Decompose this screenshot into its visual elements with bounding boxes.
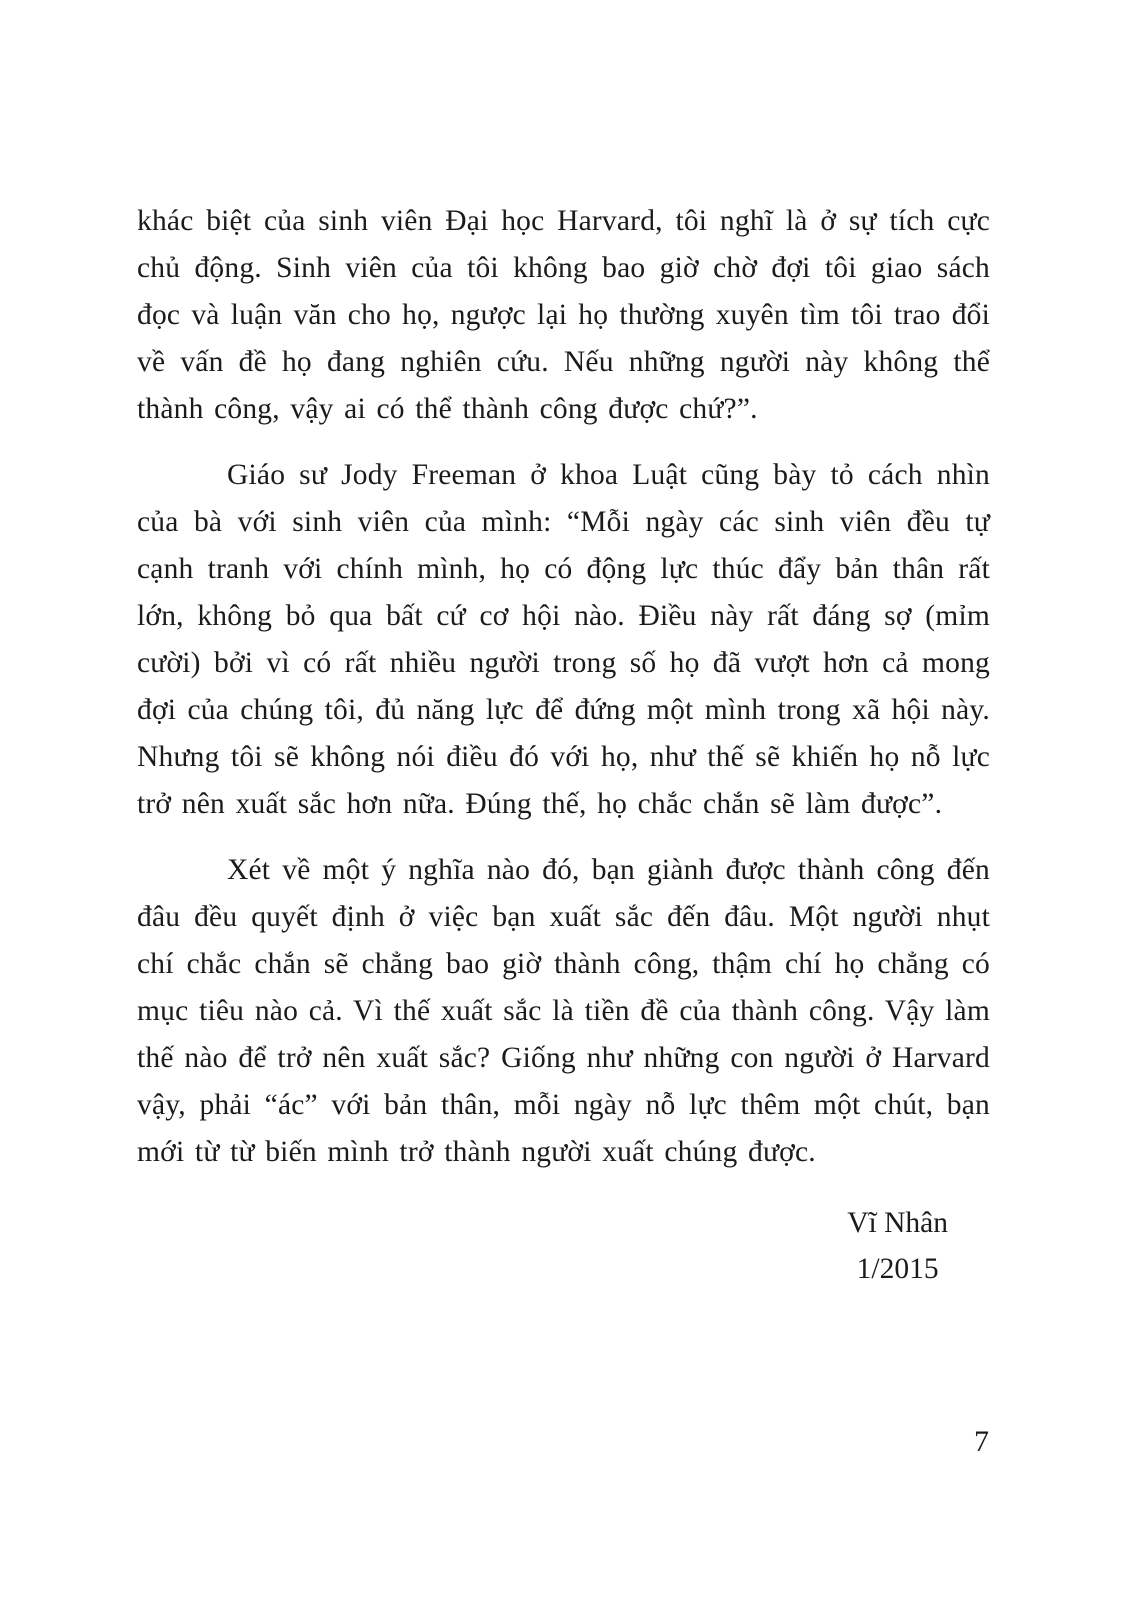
paragraph-continuation: khác biệt của sinh viên Đại học Harvard, tôi nghĩ là ở sự tích cực chủ động. Sinh viên của tôi không bao giờ chờ đợi tôi giao sách đọc và luận văn cho họ, ngược lại họ thường xuyên tìm tôi trao đổi về vấn đề họ đang nghiên cứu. Nếu những người này không thể thành công, vậy ai có thể thành công được chứ?”.	[137, 205, 990, 425]
author-name: Vĩ Nhân	[847, 1207, 948, 1239]
paragraph-jody-freeman: Giáo sư Jody Freeman ở khoa Luật cũng bày tỏ cách nhìn của bà với sinh viên của mình: “Mỗi ngày các sinh viên đều tự cạnh tranh với chính mình, họ có động lực thúc đẩy bản thân rất lớn, không bỏ qua bất cứ cơ hội nào. Điều này rất đáng sợ (mỉm cười) bởi vì có rất nhiều người trong số họ đã vượt hơn cả mong đợi của chúng tôi, đủ năng lực để đứng một mình trong xã hội này. Nhưng tôi sẽ không nói điều đó với họ, như thế sẽ khiến họ nỗ lực trở nên xuất sắc hơn nữa. Đúng thế, họ chắc chắn sẽ làm được”.	[137, 459, 990, 820]
paragraph-conclusion: Xét về một ý nghĩa nào đó, bạn giành được thành công đến đâu đều quyết định ở việc bạn xuất sắc đến đâu. Một người nhụt chí chắc chắn sẽ chẳng bao giờ thành công, thậm chí họ chẳng có mục tiêu nào cả. Vì thế xuất sắc là tiền đề của thành công. Vậy làm thế nào để trở nên xuất sắc? Giống như những con người ở Harvard vậy, phải “ác” với bản thân, mỗi ngày nỗ lực thêm một chút, bạn mới từ từ biến mình trở thành người xuất chúng được.	[137, 854, 990, 1168]
signature-inner	[847, 1200, 948, 1292]
signature-block	[137, 1200, 990, 1292]
signature-date: 1/2015	[856, 1253, 939, 1285]
page-number: 7	[974, 1425, 989, 1458]
